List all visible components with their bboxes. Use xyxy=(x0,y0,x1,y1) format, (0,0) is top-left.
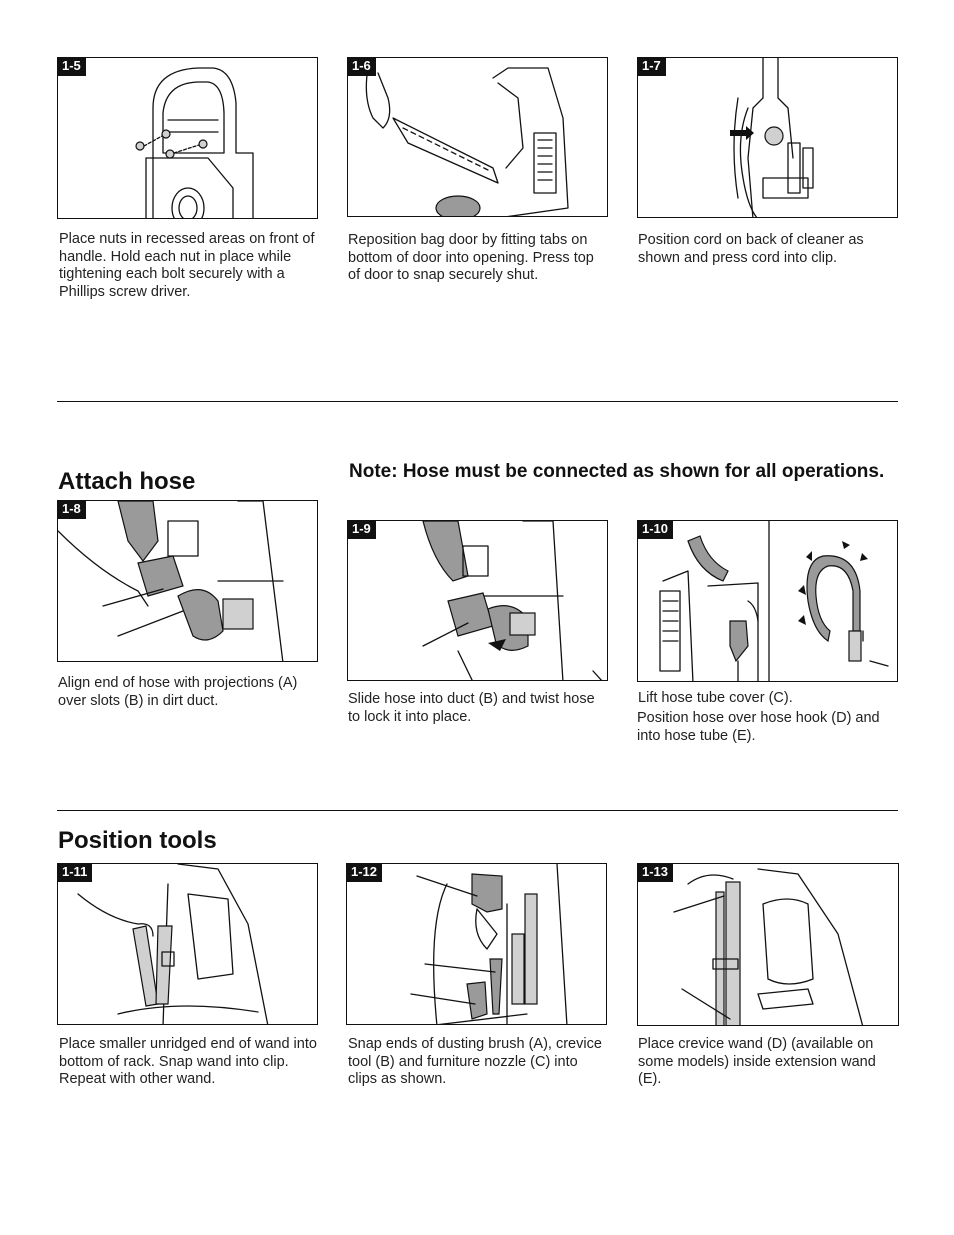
figure-label: 1-9 xyxy=(347,520,376,539)
figure-1-5 xyxy=(57,57,318,219)
section-divider xyxy=(57,810,898,811)
bag-door-illustration xyxy=(348,58,608,217)
figure-1-11-caption: Place smaller unridged end of wand into bottom of rack. Snap wand into clip. Repeat with other wand. xyxy=(59,1036,317,1087)
figure-1-10-caption: Lift hose tube cover (C). xyxy=(638,690,793,706)
cord-clip-illustration xyxy=(638,58,898,218)
figure-1-10 xyxy=(637,520,898,682)
figure-1-13 xyxy=(637,863,899,1026)
figure-1-9 xyxy=(347,520,608,681)
figure-1-12 xyxy=(346,863,607,1025)
figure-1-10-caption-2: Position hose over hose hook (D) and into hose tube (E). xyxy=(637,710,880,744)
figure-1-6 xyxy=(347,57,608,217)
figure-1-13-caption: Place crevice wand (D) (available on some models) inside extension wand (E). xyxy=(638,1036,876,1087)
figure-label: 1-11 xyxy=(57,863,92,882)
figure-1-7 xyxy=(637,57,898,218)
figure-1-11 xyxy=(57,863,318,1025)
hose-twist-illustration xyxy=(348,521,608,681)
tools-clips-illustration xyxy=(347,864,607,1025)
position-tools-heading: Position tools xyxy=(58,827,217,854)
crevice-wand-illustration xyxy=(638,864,899,1026)
figure-1-8 xyxy=(57,500,318,662)
wand-rack-illustration xyxy=(58,864,318,1025)
hose-align-illustration xyxy=(58,501,318,662)
hose-note: Note: Hose must be connected as shown for all operations. xyxy=(349,461,885,482)
figure-1-8-caption: Align end of hose with projections (A) over slots (B) in dirt duct. xyxy=(58,675,298,709)
figure-1-6-caption: Reposition bag door by fitting tabs on bottom of door into opening. Press top of door to snap securely shut. xyxy=(348,232,594,283)
figure-1-7-caption: Position cord on back of cleaner as shown and press cord into clip. xyxy=(638,232,864,266)
attach-hose-heading: Attach hose xyxy=(58,468,196,495)
figure-1-12-caption: Snap ends of dusting brush (A), crevice tool (B) and furniture nozzle (C) into clips as shown. xyxy=(348,1036,602,1087)
figure-label: 1-8 xyxy=(57,500,86,519)
figure-label: 1-10 xyxy=(637,520,673,539)
handle-nuts-illustration xyxy=(58,58,318,219)
figure-1-5-caption: Place nuts in recessed areas on front of handle. Hold each nut in place while tightening each bolt securely with a Phillips screw driver. xyxy=(59,231,315,300)
hose-tube-illustration xyxy=(638,521,898,682)
figure-1-9-caption: Slide hose into duct (B) and twist hose to lock it into place. xyxy=(348,691,595,725)
figure-label: 1-13 xyxy=(637,863,673,882)
figure-label: 1-5 xyxy=(57,57,86,76)
section-divider xyxy=(57,401,898,402)
figure-label: 1-7 xyxy=(637,57,666,76)
figure-label: 1-6 xyxy=(347,57,376,76)
figure-label: 1-12 xyxy=(346,863,382,882)
